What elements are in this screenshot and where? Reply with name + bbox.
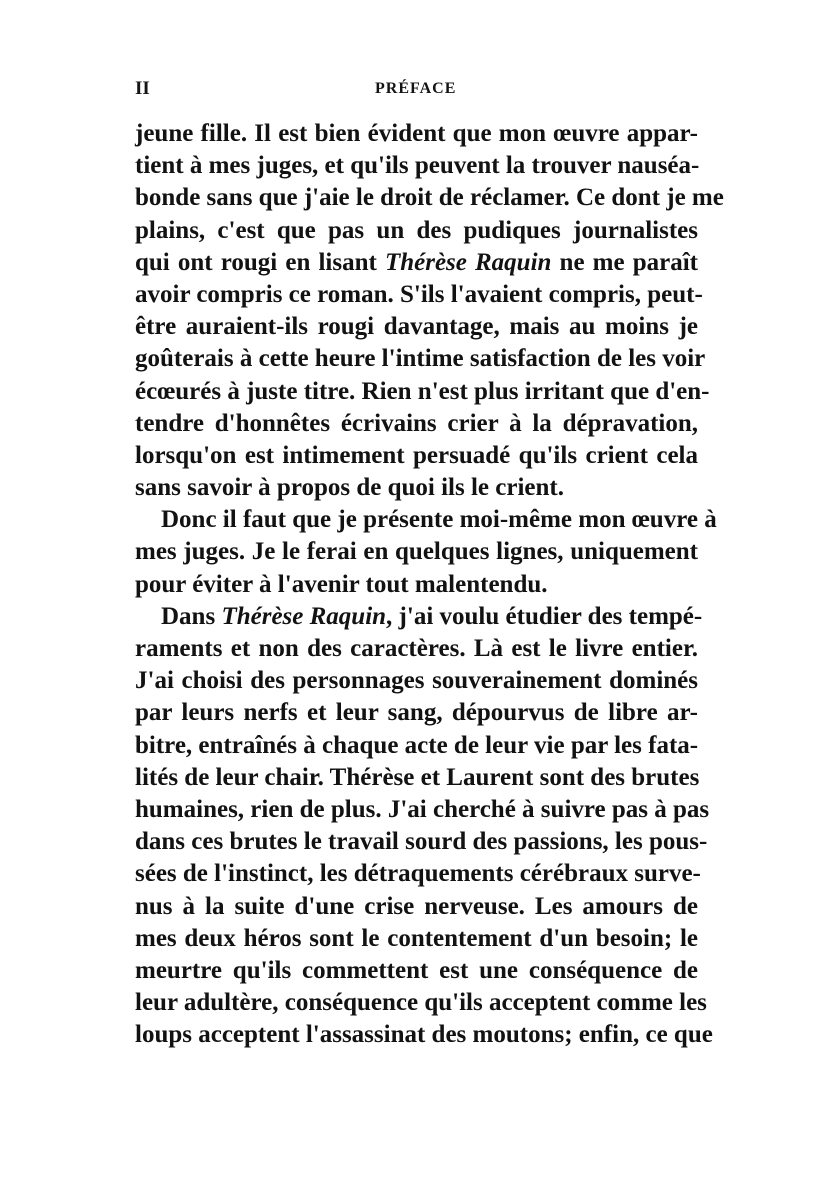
text-line: écœurés à juste titre. Rien n'est plus irritant que d'en- — [135, 377, 710, 405]
page-number: II — [135, 78, 150, 99]
book-title-italic: Thérèse Raquin — [221, 602, 387, 630]
text-line: jeune fille. Il est bien évident que mon œuvre appar- — [135, 120, 698, 147]
text-line — [135, 247, 698, 279]
text-line — [135, 601, 703, 633]
text-line: lités de leur chair. Thérèse et Laurent sont des brutes — [135, 763, 700, 791]
text-line: mes juges. Je le ferai en quelques lignes, uniquement — [135, 538, 698, 566]
text-line: raments et non des caractères. Là est le livre entier. — [135, 635, 698, 662]
text-line: meurtre qu'ils commettent est une conséquence de — [135, 956, 698, 984]
text-line: bitre, entraînés à chaque acte de leur vie par les fata- — [135, 731, 699, 759]
text-line: J'ai choisi des personnages souverainement dominés — [135, 667, 698, 695]
text-line: Donc il faut que je présente moi-même mon œuvre à — [161, 506, 717, 534]
text-line: par leurs nerfs et leur sang, dépourvus de libre ar- — [135, 699, 698, 727]
text-line: nus à la suite d'une crise nerveuse. Les amours de — [135, 892, 698, 920]
text-line: sans savoir à propos de quoi ils le crient. — [135, 474, 564, 502]
text-line: tendre d'honnêtes écrivains crier à la dépravation, — [135, 409, 698, 437]
text-line: loups acceptent l'assassinat des moutons; enfin, ce que — [135, 1021, 713, 1049]
body-text — [135, 118, 724, 1051]
text-line: mes deux héros sont le contentement d'un besoin; le — [135, 924, 698, 952]
text-line: lorsqu'on est intimement persuadé qu'ils crient cela — [135, 441, 698, 469]
text-line: sées de l'instinct, les détraquements cérébraux surve- — [135, 860, 701, 888]
book-title-italic: Thérèse Raquin — [384, 248, 552, 276]
paragraph — [135, 504, 717, 601]
text-run: Dans — [161, 602, 222, 630]
text-run: ne me paraît — [551, 248, 698, 276]
text-line: avoir compris ce roman. S'ils l'avaient compris, peut- — [135, 280, 703, 308]
paragraph — [135, 601, 713, 1052]
paragraph — [135, 118, 724, 504]
text-line: dans ces brutes le travail sourd des passions, les pous- — [135, 828, 708, 856]
running-title: PRÉFACE — [375, 80, 457, 97]
text-line: tient à mes juges, et qu'ils peuvent la trouver nauséa- — [135, 152, 700, 180]
text-line: leur adultère, conséquence qu'ils acceptent comme les — [135, 989, 707, 1017]
text-run: qui ont rougi en lisant — [135, 248, 385, 276]
text-line: humaines, rien de plus. J'ai cherché à suivre pas à pas — [135, 795, 710, 823]
text-line: bonde sans que j'aie le droit de réclamer. Ce dont je me — [135, 184, 724, 212]
text-line: pour éviter à l'avenir tout malentendu. — [135, 570, 548, 598]
text-run: , j'ai voulu étudier des tempé- — [386, 602, 703, 630]
running-head — [135, 78, 700, 102]
text-line: goûterais à cette heure l'intime satisfaction de les voir — [135, 345, 706, 373]
text-line: plains, c'est que pas un des pudiques journalistes — [135, 216, 698, 244]
text-line: être auraient-ils rougi davantage, mais au moins je — [135, 313, 698, 341]
